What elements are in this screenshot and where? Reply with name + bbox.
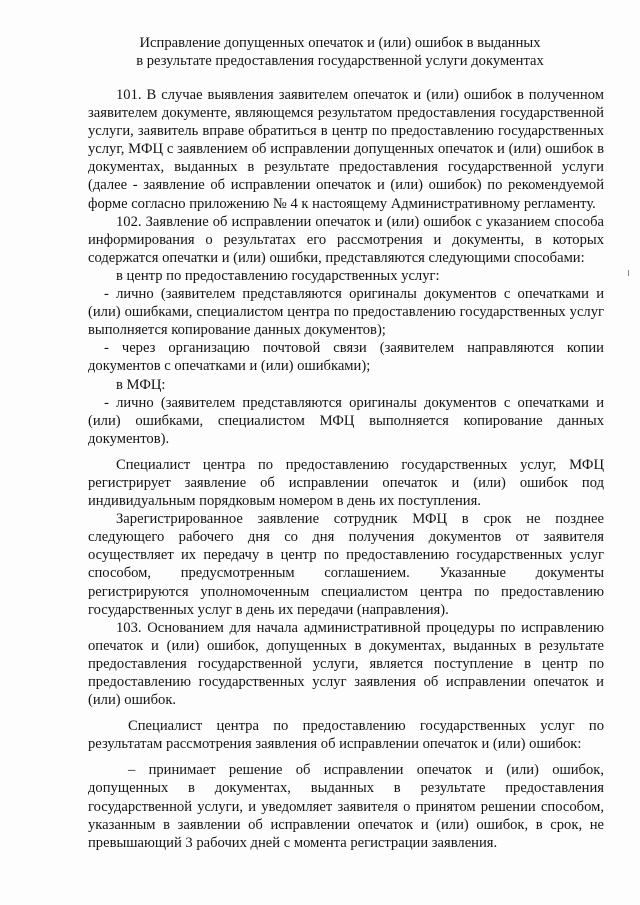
paragraph-in-person-center: - лично (заявителем представляются оригиналы документов с опечатками и (или) ошибками, специалистом центра по предоставлению государственных услуг выполняется копирование данных документов); (88, 286, 604, 339)
paragraph-registration: Специалист центра по предоставлению государственных услуг, МФЦ регистрирует заявление об исправлении опечаток и (или) ошибок под индивидуальным порядковым номером в день их поступления. (88, 456, 604, 510)
document-body (88, 86, 604, 852)
paragraph-103: 103. Основанием для начала административной процедуры по исправлению опечаток и (или) ошибок, допущенных в документах, выданных в результате предоставления государственной услуги, является поступление в центр по предоставлению государственных услуг заявления об исправлении опечаток и (или) ошибок. (88, 619, 604, 709)
paragraph-specialist: Специалист центра по предоставлению государственных услуг по результатам рассмотрения заявления об исправлении опечаток и (или) ошибок: (88, 718, 604, 753)
heading-line-1: Исправление допущенных опечаток и (или) ошибок в выданных (139, 35, 541, 51)
paragraph-transfer: Зарегистрированное заявление сотрудник МФЦ в срок не позднее следующего рабочего дня со дня получения документов от заявителя осуществляет их передачу в центр по предоставлению государственных услуг способом, предусмотренным соглашением. Указанные документы регистрируются уполномоченным специалистом центра по предоставлению государственных услуг в день их передачи (направления). (88, 511, 604, 618)
paragraph-decision: – принимает решение об исправлении опечаток и (или) ошибок, допущенных в документах, выданных в результате предоставления государственной услуги, и уведомляет заявителя о принятом решении способом, указанным в заявлении об исправлении опечаток и (или) ошибок, в срок, не превышающий 3 рабочих дней с момента регистрации заявления. (88, 762, 604, 851)
section-heading (100, 34, 580, 70)
paragraph-mfc-methods: в МФЦ: (116, 376, 166, 393)
scan-edge-mark (628, 270, 629, 276)
paragraph-102: 102. Заявление об исправлении опечаток и (или) ошибок с указанием способа информирования о результатах его рассмотрения и документы, в которых содержатся опечатки и (или) ошибки, представляются следующими способами: (88, 213, 604, 266)
paragraph-center-methods: в центр по предоставлению государственных услуг: (116, 267, 440, 284)
paragraph-101: 101. В случае выявления заявителем опечаток и (или) ошибок в полученном заявителем документе, являющемся результатом предоставления государственной услуги, заявитель вправе обратиться в центр по предоставлению государственных услуг, МФЦ с заявлением об исправлении допущенных опечаток и (или) ошибок в документах, выданных в результате предоставления государственной услуги (далее - заявление об исправлении опечаток и (или) ошибок) по рекомендуемой форме согласно приложению № 4 к настоящему Административному регламенту. (88, 87, 604, 212)
paragraph-postal: - через организацию почтовой связи (заявителем направляются копии документов с опечатками и (или) ошибками); (88, 340, 604, 375)
paragraph-in-person-mfc: - лично (заявителем представляются оригиналы документов с опечатками и (или) ошибками, специалистом МФЦ выполняется копирование данных документов). (88, 394, 604, 447)
heading-line-2: в результате предоставления государственной услуги документах (136, 53, 544, 69)
